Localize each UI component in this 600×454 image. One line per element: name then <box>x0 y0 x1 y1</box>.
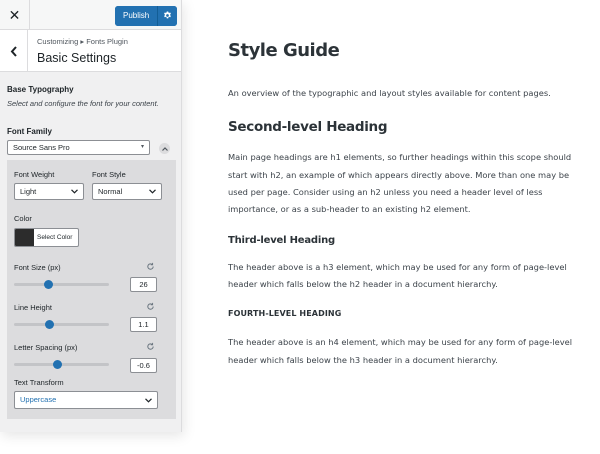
line-height-label: Line Height <box>14 303 52 312</box>
font-family-value: Source Sans Pro <box>13 143 70 152</box>
gear-icon <box>163 11 172 20</box>
slider-thumb[interactable] <box>53 360 62 369</box>
control-title: Base Typography <box>7 85 74 94</box>
letter-spacing-slider[interactable] <box>14 363 109 366</box>
line-height-input[interactable]: 1.1 <box>130 317 157 332</box>
text-transform-value: Uppercase <box>20 395 57 404</box>
publish-group <box>115 6 177 26</box>
font-family-select[interactable] <box>7 140 150 155</box>
slider-thumb[interactable] <box>44 280 53 289</box>
body-line: header which falls below the h3 header in a document hierarchy. <box>228 355 498 365</box>
letter-spacing-label: Letter Spacing (px) <box>14 343 78 352</box>
font-size-label: Font Size (px) <box>14 263 61 272</box>
publish-button[interactable]: Publish <box>115 6 157 26</box>
text-transform-select[interactable] <box>14 391 158 409</box>
font-size-slider[interactable] <box>14 283 109 286</box>
reset-icon[interactable] <box>146 262 155 271</box>
close-icon: ✕ <box>8 6 21 23</box>
fourth-level-heading: FOURTH-LEVEL HEADING <box>228 309 342 318</box>
select-arrow-icon: ▾ <box>140 144 144 150</box>
chevron-down-icon <box>145 398 152 403</box>
chevron-down-icon <box>71 189 78 194</box>
line-height-slider[interactable] <box>14 323 109 326</box>
reset-icon[interactable] <box>146 302 155 311</box>
color-swatch <box>15 229 34 246</box>
chevron-left-icon <box>10 46 18 57</box>
font-size-input[interactable]: 26 <box>130 277 157 292</box>
select-color-label: Select Color <box>37 234 73 241</box>
customizer-header <box>0 0 182 30</box>
font-style-label: Font Style <box>92 170 126 179</box>
body-line: The header above is a h3 element, which may be used for any form of page-level <box>228 262 567 272</box>
section-title: Basic Settings <box>37 51 117 65</box>
body-line: importance, or as a sub-header to an existing h2 element. <box>228 204 471 214</box>
body-line: header which falls below the h2 header in a document hierarchy. <box>228 279 498 289</box>
font-style-select[interactable] <box>92 183 162 200</box>
font-weight-select[interactable] <box>14 183 84 200</box>
chevron-up-icon <box>162 147 168 151</box>
second-level-heading: Second-level Heading <box>228 119 388 135</box>
color-picker-button[interactable] <box>14 228 79 247</box>
body-line: start with h2, an example of which appears directly above. More than one may be <box>228 170 570 180</box>
intro-paragraph: An overview of the typographic and layout styles available for content pages. <box>228 88 551 98</box>
reset-icon[interactable] <box>146 342 155 351</box>
slider-thumb[interactable] <box>45 320 54 329</box>
typography-options-panel <box>7 160 176 419</box>
font-family-label: Font Family <box>7 127 52 136</box>
text-transform-label: Text Transform <box>14 378 64 387</box>
publish-settings-button[interactable] <box>157 6 177 26</box>
letter-spacing-input[interactable]: -0.6 <box>130 358 157 373</box>
page-title: Style Guide <box>228 40 340 61</box>
section-header <box>0 30 182 72</box>
body-line: The header above is an h4 element, which may be used for any form of page-level <box>228 337 573 347</box>
chevron-down-icon <box>149 189 156 194</box>
third-level-heading: Third-level Heading <box>228 235 335 246</box>
breadcrumb: Customizing ▸ Fonts Plugin <box>37 37 128 46</box>
font-weight-value: Light <box>20 187 37 196</box>
font-weight-label: Font Weight <box>14 170 55 179</box>
collapse-options-button[interactable] <box>159 143 170 154</box>
control-description: Select and configure the font for your content. <box>7 99 159 108</box>
customizer-sidebar <box>0 0 182 432</box>
back-button[interactable] <box>0 30 28 72</box>
font-style-value: Normal <box>98 187 123 196</box>
body-line: Main page headings are h1 elements, so further headings within this scope should <box>228 152 572 162</box>
color-label: Color <box>14 214 32 223</box>
body-line: used per page. Consider using an h2 unless you need a header level of less <box>228 187 543 197</box>
close-button[interactable] <box>0 0 30 30</box>
